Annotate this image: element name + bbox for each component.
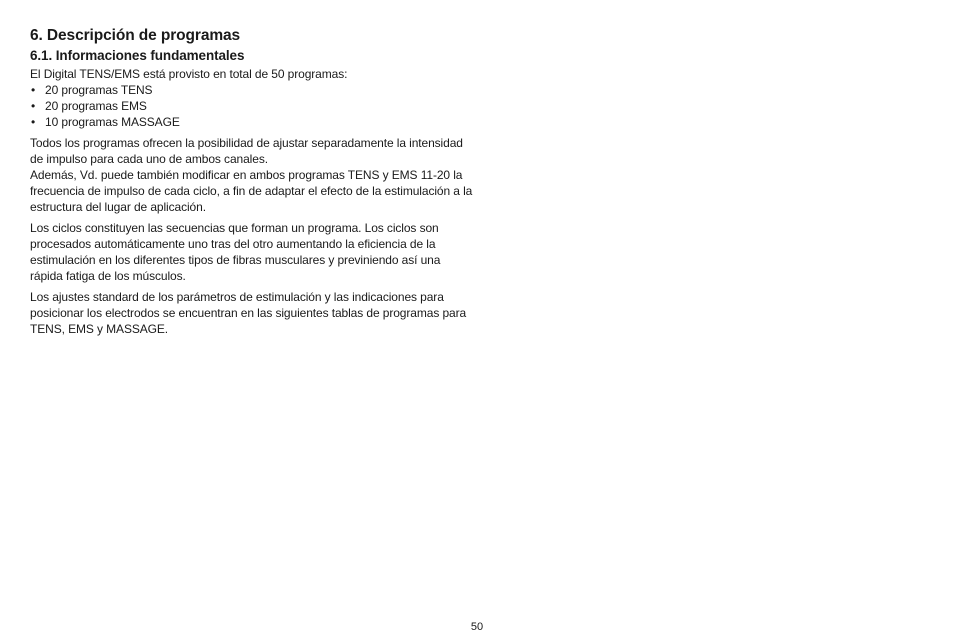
list-item-text: 20 programas EMS	[45, 99, 147, 113]
bullet-icon: •	[31, 115, 36, 129]
list-item	[30, 98, 475, 114]
paragraph-settings: Los ajustes standard de los parámetros de estimulación y las indicaciones para posicionar los electrodos se encuentran en las siguientes tablas de programas para TENS, EMS y MASSAGE.	[30, 290, 467, 336]
intro-paragraph: El Digital TENS/EMS está provisto en total de 50 programas:	[30, 67, 348, 81]
paragraph-cycles: Los ciclos constituyen las secuencias que forman un programa. Los ciclos son procesados automáticamente uno tras del otro aumentando la eficiencia de la estimulación en los diferentes tipos de fibras musculares y previniendo así una rápida fatiga de los músculos.	[30, 221, 441, 283]
program-list	[30, 82, 475, 130]
section-title: 6. Descripción de programas	[30, 27, 241, 44]
list-item	[30, 82, 475, 98]
subsection-title: 6.1. Informaciones fundamentales	[30, 48, 245, 63]
bullet-icon: •	[31, 83, 36, 97]
content-column	[30, 26, 475, 337]
paragraph-frequency: Además, Vd. puede también modificar en ambos programas TENS y EMS 11-20 la frecuencia de impulso de cada ciclo, a fin de adaptar el efecto de la estimulación a la estructura del lugar de aplicación.	[30, 168, 473, 214]
paragraph-intensity: Todos los programas ofrecen la posibilidad de ajustar separadamente la intensidad de impulso para cada uno de ambos canales.	[30, 136, 463, 166]
list-item-text: 20 programas TENS	[45, 83, 153, 97]
bullet-icon: •	[31, 99, 36, 113]
list-item-text: 10 programas MASSAGE	[45, 115, 180, 129]
list-item	[30, 114, 475, 130]
page-number: 50	[470, 621, 484, 633]
